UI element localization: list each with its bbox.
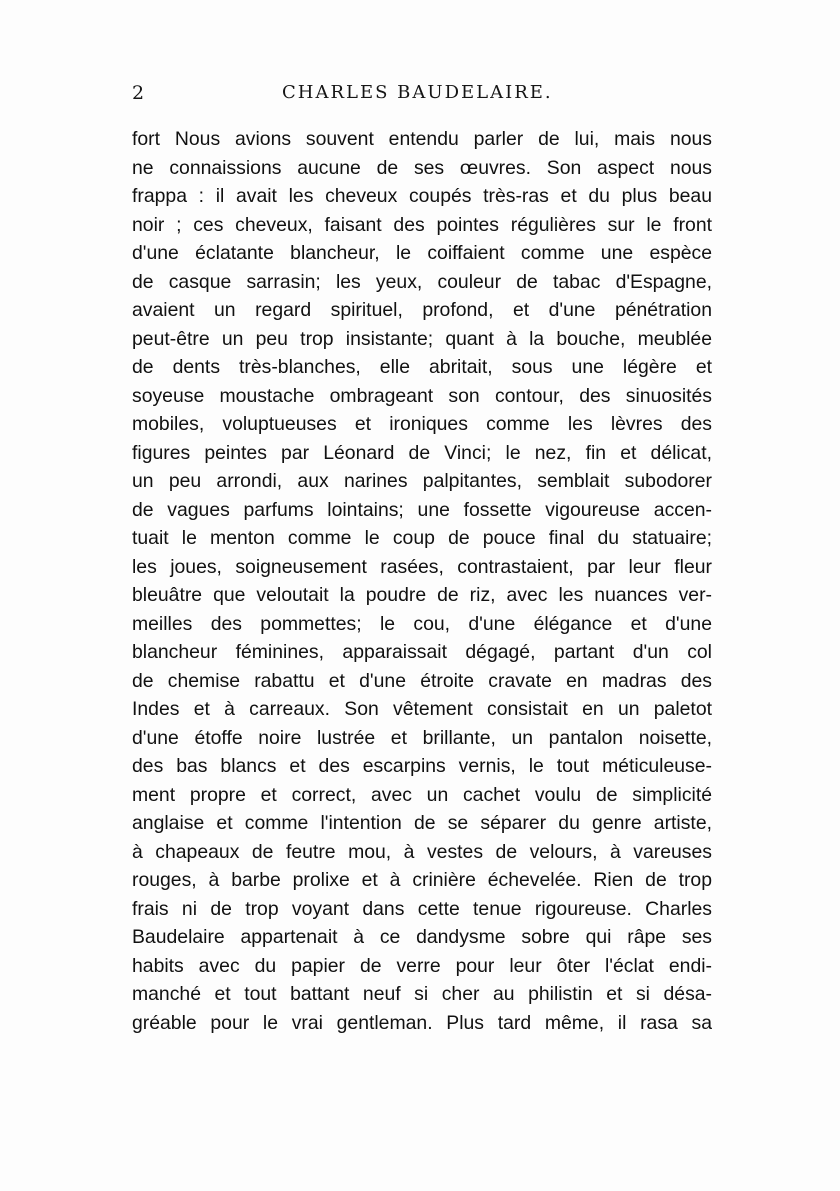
text-line: de dents très-blanches, elle abritait, sous une légère et	[132, 356, 712, 378]
text-line: soyeuse moustache ombrageant son contour, des sinuosités	[132, 384, 712, 407]
text-line: frais ni de trop voyant dans cette tenue rigoureuse. Charles	[132, 897, 712, 920]
text-line: anglaise et comme l'intention de se séparer du genre artiste,	[132, 812, 712, 834]
text-line: blancheur féminines, apparaissait dégagé, partant d'un col	[132, 641, 712, 663]
text-line: Indes et à carreaux. Son vêtement consistait en un paletot	[132, 698, 712, 720]
text-line: bleuâtre que veloutait la poudre de riz, avec les nuances ver-	[132, 584, 712, 606]
text-line: de chemise rabattu et d'une étroite cravate en madras des	[132, 669, 712, 692]
text-line: des bas blancs et des escarpins vernis, le tout méticuleuse-	[132, 755, 712, 777]
text-line: frappa : il avait les cheveux coupés très-ras et du plus beau	[132, 185, 712, 207]
body-paragraph	[132, 125, 712, 1037]
text-line: figures peintes par Léonard de Vinci; le nez, fin et délicat,	[132, 441, 712, 464]
text-line: d'une étoffe noire lustrée et brillante, un pantalon noisette,	[132, 726, 712, 749]
text-line: un peu arrondi, aux narines palpitantes, semblait subodorer	[132, 470, 712, 492]
text-line: d'une éclatante blancheur, le coiffaient comme une espèce	[132, 242, 712, 264]
text-line: fort Nous avions souvent entendu parler de lui, mais nous	[132, 128, 712, 150]
page-number: 2	[132, 82, 145, 104]
text-line: ment propre et correct, avec un cachet voulu de simplicité	[132, 783, 712, 806]
text-line: avaient un regard spirituel, profond, et d'une pénétration	[132, 299, 712, 321]
text-line: à chapeaux de feutre mou, à vestes de velours, à vareuses	[132, 840, 712, 863]
text-line: habits avec du papier de verre pour leur ôter l'éclat endi-	[132, 954, 712, 977]
text-line: Baudelaire appartenait à ce dandysme sobre qui râpe ses	[132, 926, 712, 948]
page-header	[132, 80, 710, 110]
text-line: meilles des pommettes; le cou, d'une élégance et d'une	[132, 612, 712, 635]
text-line: noir ; ces cheveux, faisant des pointes régulières sur le front	[132, 213, 712, 236]
text-line: ne connaissions aucune de ses œuvres. Son aspect nous	[132, 156, 712, 179]
text-line: rouges, à barbe prolixe et à crinière échevelée. Rien de trop	[132, 869, 712, 891]
text-line: manché et tout battant neuf si cher au philistin et si désa-	[132, 983, 712, 1005]
text-line: de vagues parfums lointains; une fossette vigoureuse accen-	[132, 498, 712, 521]
text-line: gréable pour le vrai gentleman. Plus tard même, il rasa sa	[132, 1011, 712, 1034]
text-line: de casque sarrasin; les yeux, couleur de tabac d'Espagne,	[132, 270, 712, 293]
text-line: les joues, soigneusement rasées, contrastaient, par leur fleur	[132, 555, 712, 578]
text-line: tuait le menton comme le coup de pouce final du statuaire;	[132, 527, 712, 549]
text-line: mobiles, voluptueuses et ironiques comme les lèvres des	[132, 413, 712, 435]
text-line: peut-être un peu trop insistante; quant à la bouche, meublée	[132, 327, 712, 350]
running-title: CHARLES BAUDELAIRE.	[282, 82, 553, 103]
